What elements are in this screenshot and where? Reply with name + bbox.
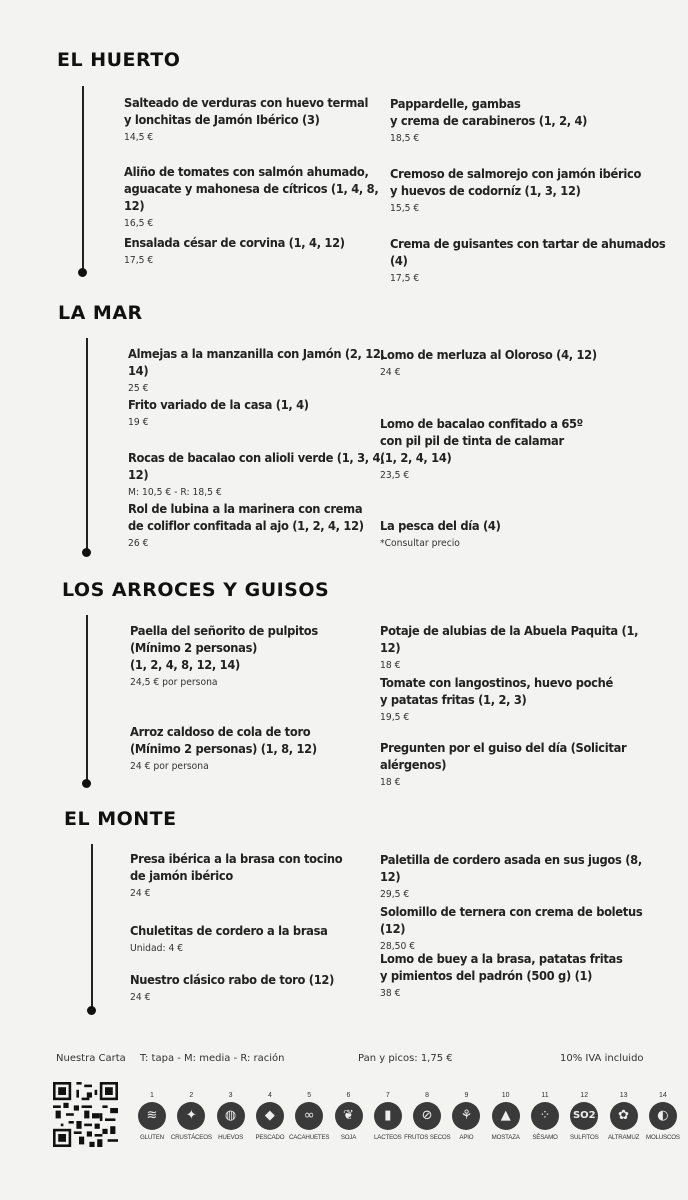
menu-item — [130, 723, 400, 772]
allergen-number: 11 — [541, 1092, 549, 1099]
section-line — [91, 844, 93, 1010]
item-price: 18,5 € — [390, 133, 420, 144]
menu-item — [130, 622, 400, 688]
allergen-number: 4 — [267, 1092, 272, 1099]
menu-item — [380, 739, 650, 788]
allergen-label: FRUTOS SECOS — [404, 1134, 451, 1141]
menu-item — [380, 851, 650, 900]
item-name: Salteado de verduras con huevo termal y lonchitas de Jamón Ibérico (3) — [124, 95, 369, 127]
menu-item — [380, 517, 650, 549]
item-price: 15,5 € — [390, 203, 420, 214]
footer-carta: Nuestra Carta — [56, 1053, 126, 1064]
fish-icon: ◆ — [256, 1102, 284, 1130]
menu-item — [128, 449, 398, 498]
mollusc-icon: ◐ — [649, 1102, 677, 1130]
item-price: 17,5 € — [390, 273, 420, 284]
milk-icon: ▮ — [374, 1102, 402, 1130]
menu-item — [390, 235, 666, 284]
menu-item — [390, 95, 660, 144]
footer-legend: T: tapa - M: media - R: ración — [140, 1053, 285, 1064]
item-price: 24 € — [380, 367, 401, 378]
item-name: Pappardelle, gambas y crema de carabineros (1, 2, 4) — [390, 96, 588, 128]
item-name: Solomillo de ternera con crema de boletus (12) — [380, 904, 643, 936]
allergen-label: CRUSTÁCEOS — [170, 1134, 212, 1141]
allergen-number: 8 — [425, 1092, 430, 1099]
item-name: Aliño de tomates con salmón ahumado, aguacate y mahonesa de cítricos (1, 4, 8, 12) — [124, 164, 379, 213]
crustacean-icon: ✦ — [177, 1102, 205, 1130]
item-name: Presa ibérica a la brasa con tocino de jamón ibérico — [130, 851, 343, 883]
footer-pan: Pan y picos: 1,75 € — [358, 1053, 453, 1064]
section-line-dot — [87, 1006, 96, 1015]
item-name: Potaje de alubias de la Abuela Paquita (1, 12) — [380, 623, 639, 655]
menu-item — [124, 94, 394, 143]
item-price: M: 10,5 € - R: 18,5 € — [128, 487, 222, 498]
allergen-label: APIO — [459, 1134, 474, 1141]
section-title-la-mar: LA MAR — [58, 302, 143, 324]
sesame-icon: ⁘ — [531, 1102, 559, 1130]
item-price: 25 € — [128, 383, 149, 394]
allergen-number: 14 — [658, 1092, 667, 1099]
allergen-label: GLUTEN — [140, 1134, 164, 1141]
allergen-label: ALTRAMUZ — [607, 1134, 640, 1141]
menu-item — [380, 415, 650, 481]
allergen-number: 6 — [346, 1092, 351, 1099]
item-price: 24 € — [130, 992, 151, 1003]
allergen-label: SULFITOS — [570, 1134, 599, 1141]
menu-item — [130, 922, 400, 954]
item-price: 18 € — [380, 777, 401, 788]
item-name: Cremoso de salmorejo con jamón ibérico y huevos de codorníz (1, 3, 12) — [390, 166, 642, 198]
allergen-number: 13 — [619, 1092, 628, 1099]
item-price: 24 € — [130, 888, 151, 899]
allergen-number: 9 — [464, 1092, 469, 1099]
allergen-label: HUEVOS — [218, 1134, 244, 1141]
allergen-label: PESCADO — [255, 1134, 285, 1141]
section-line-dot — [82, 548, 91, 557]
item-name: Lomo de bacalao confitado a 65º con pil pil de tinta de calamar (1, 2, 4, 14) — [380, 416, 583, 465]
item-price: 23,5 € — [380, 470, 410, 481]
section-title-arroces-guisos: LOS ARROCES Y GUISOS — [62, 579, 330, 601]
allergen-item — [640, 1092, 686, 1141]
item-name: La pesca del día (4) — [380, 518, 501, 533]
allergen-label: SOJA — [340, 1134, 357, 1141]
sulphite-icon: SO2 — [570, 1102, 598, 1130]
item-name: Paletilla de cordero asada en sus jugos (8, 12) — [380, 852, 642, 884]
item-name: Rocas de bacalao con alioli verde (1, 3, 4, 12) — [128, 450, 385, 482]
item-price: *Consultar precio — [380, 538, 460, 549]
menu-item — [390, 165, 660, 214]
wheat-icon: ≋ — [138, 1102, 166, 1130]
menu-item — [128, 396, 398, 428]
menu-item — [124, 163, 394, 229]
soy-icon: ❦ — [335, 1102, 363, 1130]
allergen-label: MOSTAZA — [491, 1134, 520, 1141]
peanut-icon: ∞ — [295, 1102, 323, 1130]
item-price: 24,5 € por persona — [130, 677, 218, 688]
menu-item — [130, 850, 400, 899]
allergen-label: LACTEOS — [374, 1134, 402, 1141]
egg-icon: ◍ — [217, 1102, 245, 1130]
item-price: 24 € por persona — [130, 761, 209, 772]
footer-iva: 10% IVA incluido — [560, 1053, 644, 1064]
menu-item — [128, 500, 398, 549]
allergen-number: 10 — [501, 1092, 510, 1099]
item-price: 16,5 € — [124, 218, 154, 229]
allergen-label: SÉSAMO — [532, 1134, 558, 1141]
mustard-icon: ▲ — [492, 1102, 520, 1130]
section-line — [82, 86, 84, 272]
allergen-number: 7 — [385, 1092, 390, 1099]
item-price: Unidad: 4 € — [130, 943, 184, 954]
item-name: Nuestro clásico rabo de toro (12) — [130, 972, 335, 987]
allergen-label: MOLUSCOS — [645, 1134, 680, 1141]
menu-item — [380, 950, 650, 999]
item-price: 19 € — [128, 417, 149, 428]
menu-item — [130, 971, 400, 1003]
item-name: Chuletitas de cordero a la brasa — [130, 923, 328, 938]
item-price: 28,50 € — [380, 941, 416, 952]
allergen-number: 2 — [189, 1092, 194, 1099]
item-name: Rol de lubina a la marinera con crema de coliflor confitada al ajo (1, 2, 4, 12) — [128, 501, 364, 533]
section-line-dot — [82, 779, 91, 788]
item-name: Paella del señorito de pulpitos (Mínimo 2 personas) (1, 2, 4, 8, 12, 14) — [130, 623, 318, 672]
item-name: Tomate con langostinos, huevo poché y patatas fritas (1, 2, 3) — [380, 675, 614, 707]
qr-code[interactable] — [53, 1082, 118, 1147]
item-price: 19,5 € — [380, 712, 410, 723]
section-line — [86, 338, 88, 552]
menu-item — [380, 903, 650, 952]
allergen-number: 5 — [307, 1092, 312, 1099]
item-name: Crema de guisantes con tartar de ahumados (4) — [390, 236, 666, 268]
menu-item — [380, 674, 650, 723]
section-line-dot — [78, 268, 87, 277]
item-name: Arroz caldoso de cola de toro (Mínimo 2 personas) (1, 8, 12) — [130, 724, 317, 756]
item-name: Lomo de buey a la brasa, patatas fritas y pimientos del padrón (500 g) (1) — [380, 951, 623, 983]
item-price: 38 € — [380, 988, 401, 999]
allergen-label: CACAHUETES — [289, 1134, 330, 1141]
allergen-number: 1 — [150, 1092, 154, 1099]
allergen-number: 3 — [228, 1092, 233, 1099]
item-name: Ensalada césar de corvina (1, 4, 12) — [124, 235, 345, 250]
allergen-number: 12 — [580, 1092, 589, 1099]
celery-icon: ⚘ — [452, 1102, 480, 1130]
menu-item — [124, 234, 394, 266]
item-price: 18 € — [380, 660, 401, 671]
item-price: 14,5 € — [124, 132, 154, 143]
section-title-el-monte: EL MONTE — [64, 808, 177, 830]
item-price: 29,5 € — [380, 889, 410, 900]
item-price: 17,5 € — [124, 255, 154, 266]
item-name: Almejas a la manzanilla con Jamón (2, 12, 14) — [128, 346, 385, 378]
section-title-el-huerto: EL HUERTO — [57, 49, 181, 71]
item-name: Pregunten por el guiso del día (Solicitar alérgenos) — [380, 740, 627, 772]
section-line — [86, 615, 88, 783]
menu-item — [380, 346, 650, 378]
item-price: 26 € — [128, 538, 149, 549]
menu-item — [380, 622, 650, 671]
menu-item — [128, 345, 398, 394]
lupin-icon: ✿ — [610, 1102, 638, 1130]
nut-icon: ⊘ — [413, 1102, 441, 1130]
item-name: Lomo de merluza al Oloroso (4, 12) — [380, 347, 597, 362]
item-name: Frito variado de la casa (1, 4) — [128, 397, 309, 412]
